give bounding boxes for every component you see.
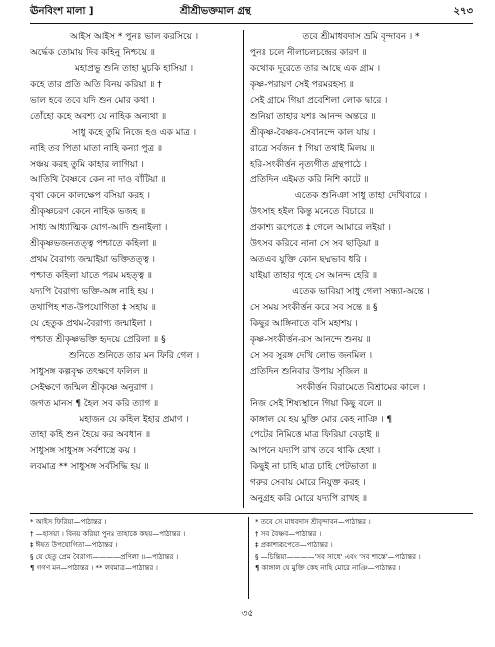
footnote-rule — [30, 513, 473, 514]
verse-columns — [30, 30, 473, 508]
footnote: ¶ গগণ মন—পাঠান্তর । ** লবমাত্র—পাঠান্তর । — [30, 564, 158, 572]
verse-line: যে হেতুক প্রথম-বৈরাগ্য জন্মাইলা । — [30, 318, 152, 329]
verse-line: নিজ সেই শিষ্যস্থানে গিয়া কিছু বলে ॥ — [250, 398, 382, 409]
verse-line: পেটের নিমিত্তে মাত্র ফিরিয়া বেড়াই ॥ — [250, 430, 380, 441]
verse-line: আইস আইস * পুনঃ ভাল করসিয়ে । — [69, 32, 199, 42]
verse-line: তোঁহো কহে অবশ্য যে নাহিক অন্যথা ॥ — [30, 111, 167, 122]
verse-line: আপনে যদ্যপি রাখ তবে থাকি হেথা । — [250, 446, 381, 457]
verse-line: তবে শ্রীমাধবদাস ভ্রমি বৃন্দাবন । * — [302, 32, 420, 42]
header-rule — [30, 23, 473, 24]
verse-line: সাধুসঙ্গ সাধুসঙ্গ সর্বশাস্ত্রে কয় । — [30, 446, 136, 457]
verse-line: উৎসাহ হইল কিন্তু মনেতে বিচারে ॥ — [250, 207, 374, 218]
verse-line: কথোক দূরেতে তার আছে এক গ্রাম । — [250, 63, 381, 74]
verse-line: কাঙ্গাল যে হয় মুক্তি মোর কেহ নাঞি । ¶ — [250, 414, 393, 425]
footnote: * তবে সে মাধবদাস শ্রীবৃন্দাবন—পাঠান্তর । — [255, 518, 371, 526]
verse-line: ভাল হবে তবে যদি শুন মোর কথা । — [30, 95, 155, 106]
verse-line: প্রতিদিন শুনিবার উপায় সৃজিল ॥ — [250, 366, 368, 377]
verse-line: সাধুসঙ্গ কল্পবৃক্ষ তৎক্ষণে ফলিল ॥ — [30, 366, 148, 377]
verse-line: সেই গ্রামে গিয়া প্রবেশিলা লোক দ্বারে । — [250, 95, 388, 106]
verse-line: শ্রীকৃষ্ণভজনতত্ত্ব পশ্চাতে কহিলা ॥ — [30, 239, 157, 250]
footnote: ‡ প্রকাশ্যরূপেতে—পাঠান্তর । — [255, 541, 333, 549]
verse-line: কিছুর আঙ্গিনাতে বসি মহাশয় । — [250, 318, 358, 329]
header-page-number: ২৭৩ — [453, 6, 473, 17]
verse-line: সে সময় সংকীর্ত্তন করে সব সন্তে ॥ § — [250, 302, 378, 313]
verse-line: কৃষ্ণ-পরায়ণ সেই পরমরহস্য ॥ — [250, 79, 355, 90]
verse-line: কহে তার প্রতি অতি বিনয় করিয়া ॥ † — [30, 79, 162, 90]
footnote-divider — [248, 517, 249, 599]
verse-line: সংকীর্ত্তন বিরামেতে বিশ্রামের কালে । — [296, 382, 426, 393]
verse-line: অর্দ্ধেক তোমায় দিব কহিনু নিশ্চয়ে ॥ — [30, 47, 155, 58]
verse-line: সাধু কহে তুমি নিজে হও এক মাত্র । — [71, 127, 197, 138]
verse-line: মহাপ্রভু শুনি তাহা মুচকি হাসিয়া । — [74, 63, 194, 74]
verse-column-right — [250, 30, 472, 508]
verse-line: উৎসব করিবে নানা সে সব ছাড়িয়া ॥ — [250, 239, 379, 250]
column-divider — [243, 30, 244, 508]
page-footer-number: ৩৫ — [241, 609, 254, 619]
footnote: ¶ কাঙ্গাল যে মুক্তি কেহ নাহি মোরে নাঞি—পাঠান্তর । — [255, 564, 401, 572]
verse-line: আতিথি বৈষ্ণবে কেন না দাও বাঁটিয়া ॥ — [30, 175, 166, 186]
verse-line: তথাপিহ শত-উপযোগিতা ‡ সহায় ॥ — [30, 302, 156, 313]
verse-line: তাহা কহি শুন হৈয়ে কর অবধান ॥ — [30, 430, 151, 441]
verse-line: শুনিতে শুনিতে তার মন ফিরি গেল । — [68, 350, 200, 361]
verse-line: নাহি তব পিতা মাতা নাহি কন্যা পুত্র ॥ — [30, 143, 163, 154]
header-book-title: শ্রীশ্রীভক্তমাল গ্রন্থ — [180, 6, 251, 17]
verse-line: অতএব যুক্তি কোন ছদ্মভাব ধরি । — [250, 255, 367, 266]
verse-line: যদ্যপি বৈরাগ্য ভক্তি-অঙ্গ নাহি হয় । — [30, 287, 154, 297]
verse-line: গরুর সেবায় মোরে নিযুক্ত করহ । — [250, 478, 366, 489]
verse-line: কৃষ্ণ-সংকীর্ত্তন-রস আনন্দে শুনয় ॥ — [250, 334, 371, 345]
verse-line: জগত মানস ¶ হৈল সব করি ত্যাগ ॥ — [30, 398, 159, 409]
verse-line: যাইয়া তাহার গৃহে সে আনন্দ হেরি ॥ — [250, 271, 378, 282]
verse-line: এতেক শুনিঞা সাধু তাহা দেখিবারে । — [294, 191, 428, 202]
verse-line: প্রতিদিন এইমত করি নিশি কাটে ॥ — [250, 175, 369, 186]
footnotes — [30, 517, 473, 601]
footnote: † সব বৈষ্ণব—পাঠান্তর । — [255, 529, 322, 538]
verse-line: সঞ্চয় করহ তুমি কাহার লাগিয়া । — [30, 159, 144, 170]
verse-line: পুনঃ চলে নীলাচলচন্দ্রের কারণ ॥ — [250, 47, 367, 58]
footnotes-right — [255, 517, 475, 575]
verse-line: বৃথা কেনে কালক্ষেপ বসিয়া করহ । — [30, 191, 150, 202]
verse-line: প্রথম বৈরাগ্য জন্মাইয়া ভক্তিতত্ত্ব । — [30, 255, 155, 266]
verse-line: পশ্চাত শ্রীকৃষ্ণভক্তি হৃদয়ে প্রেরিলা ॥ § — [30, 334, 166, 345]
footnote: § যে হেতু প্রেম বৈরাগ্য————প্রণিলা ॥—পাঠান্তর । — [30, 552, 179, 561]
verse-line: কিছুই না চাহি মাত্র চাহি পেটভাতা ॥ — [250, 462, 377, 473]
verse-line: শ্রীকৃষ্ণ-বৈষ্ণব-সেবানন্দে কাল যায় । — [250, 127, 376, 138]
verse-line: শুনিয়া তাহার যশঃ আনন্দ অন্তরে ॥ — [250, 111, 376, 122]
verse-line: মহাজন যে কহিল ইহার প্রমাণ । — [79, 414, 189, 425]
verse-line: পশ্চাত কহিলা যাতে পরম মহত্ত্ব ॥ — [30, 271, 153, 282]
verse-line: অনুগ্রহ করি মোরে যদ্যপি রাখহ ॥ — [250, 494, 368, 505]
footnotes-left — [30, 517, 245, 575]
page-header — [30, 4, 473, 22]
verse-line: শ্রীকৃষ্ণচরণ কেনে নাহিক ভজহ ॥ — [30, 207, 146, 218]
footnote: § —চিন্তিয়া————'সব সাধে' এবং 'সব শাস্তে'—পাঠান্তর । — [255, 552, 421, 561]
footnote: ‡ ঈষত উপযোগিতা—পাঠান্তর । — [30, 541, 118, 549]
verse-line: লবমাত্র ** সাধুসঙ্গ সর্বসিদ্ধি হয় ॥ — [30, 462, 149, 473]
verse-line: প্রকাশ্য রূপেতে ‡ গেলে আমারে লইয়া । — [250, 223, 391, 234]
footnote: * আইস ফিরিয়া—পাঠান্তর । — [30, 518, 107, 526]
verse-line: এতেক ভাবিয়া সাধু গেলা সন্ধ্যা-অন্তে । — [292, 287, 430, 297]
verse-column-left — [30, 30, 238, 476]
verse-line: হরি-সংকীর্ত্তন নৃত্যগীত গ্রন্থপাঠে । — [250, 159, 367, 170]
verse-line: সেইক্ষণে জন্মিল শ্রীকৃষ্ণে অনুরাগ । — [30, 382, 154, 393]
verse-line: রাত্রে সর্বজন † গিয়া তথাই মিলয় ॥ — [250, 143, 375, 154]
header-chapter: ঊনবিংশ মালা ] — [30, 6, 94, 17]
verse-line: সাধ্য আধ্যাত্মিক যোগ-আদি শুনাইলা । — [30, 223, 168, 234]
verse-line: সে সব সুরঙ্গ দেখি লোভ জনমিল । — [250, 350, 373, 361]
footnote: † —হাসয়া । বিনয় করিয়া পুনঃ তাহাকে কহয়—পাঠান্তর । — [30, 529, 186, 538]
